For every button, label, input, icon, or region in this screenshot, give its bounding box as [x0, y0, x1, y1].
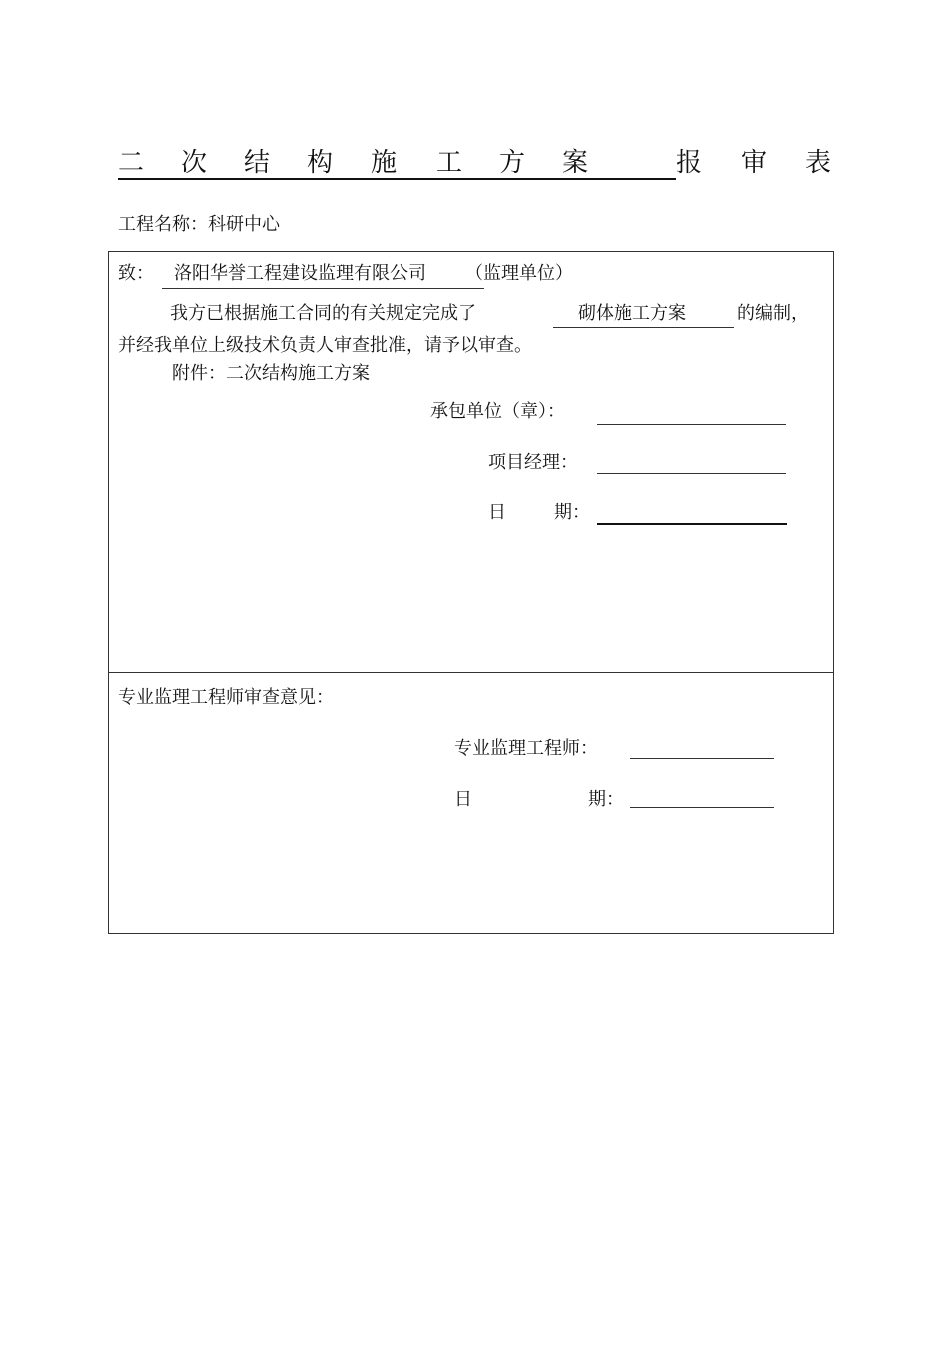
supervisor-name: 洛阳华誉工程建设监理有限公司 [174, 263, 426, 284]
manager-signature-field[interactable] [597, 473, 786, 474]
opinion-label: 专业监理工程师审查意见： [118, 687, 334, 708]
body-line-2: 并经我单位上级技术负责人审查批准，请予以审查。 [118, 335, 532, 356]
title-char: 工 [436, 148, 463, 178]
project-name-value: 科研中心 [208, 214, 280, 235]
title-char: 二 [118, 148, 145, 178]
form-row-divider [108, 672, 834, 673]
title-char: 次 [181, 148, 208, 178]
title-char: 报 [676, 148, 703, 178]
title-underline [118, 178, 676, 180]
review-date-field[interactable] [630, 807, 774, 808]
supervisor-underline [162, 288, 484, 289]
title-char: 构 [307, 148, 334, 178]
title-char: 结 [244, 148, 271, 178]
body-prefix: 我方已根据施工合同的有关规定完成了 [170, 303, 476, 324]
date-field[interactable] [597, 523, 787, 525]
title-char: 表 [805, 148, 832, 178]
attachment-value: 二次结构施工方案 [226, 363, 370, 384]
attachment-line [172, 361, 370, 387]
attachment-label: 附件： [172, 363, 226, 384]
review-date-label-char-2: 期： [588, 789, 624, 810]
contractor-signature-field[interactable] [597, 424, 786, 425]
engineer-label: 专业监理工程师： [454, 738, 598, 759]
review-date-label-char-1: 日 [454, 789, 472, 810]
project-name-label: 工程名称： [118, 214, 208, 235]
project-name-line [118, 212, 280, 238]
manager-label: 项目经理： [488, 452, 578, 473]
date-label-char-2: 期： [554, 502, 590, 523]
supervisor-suffix: （监理单位） [465, 263, 573, 284]
title-char: 施 [371, 148, 398, 178]
date-label-char-1: 日 [488, 502, 506, 523]
plan-name: 砌体施工方案 [578, 303, 686, 324]
title-char: 方 [499, 148, 526, 178]
to-label: 致： [118, 263, 154, 284]
body-suffix: 的编制， [737, 303, 809, 324]
plan-name-underline [553, 327, 734, 328]
title-char: 案 [562, 148, 589, 178]
contractor-label: 承包单位（章）： [430, 401, 565, 422]
title-char: 审 [741, 148, 768, 178]
engineer-signature-field[interactable] [630, 758, 774, 759]
